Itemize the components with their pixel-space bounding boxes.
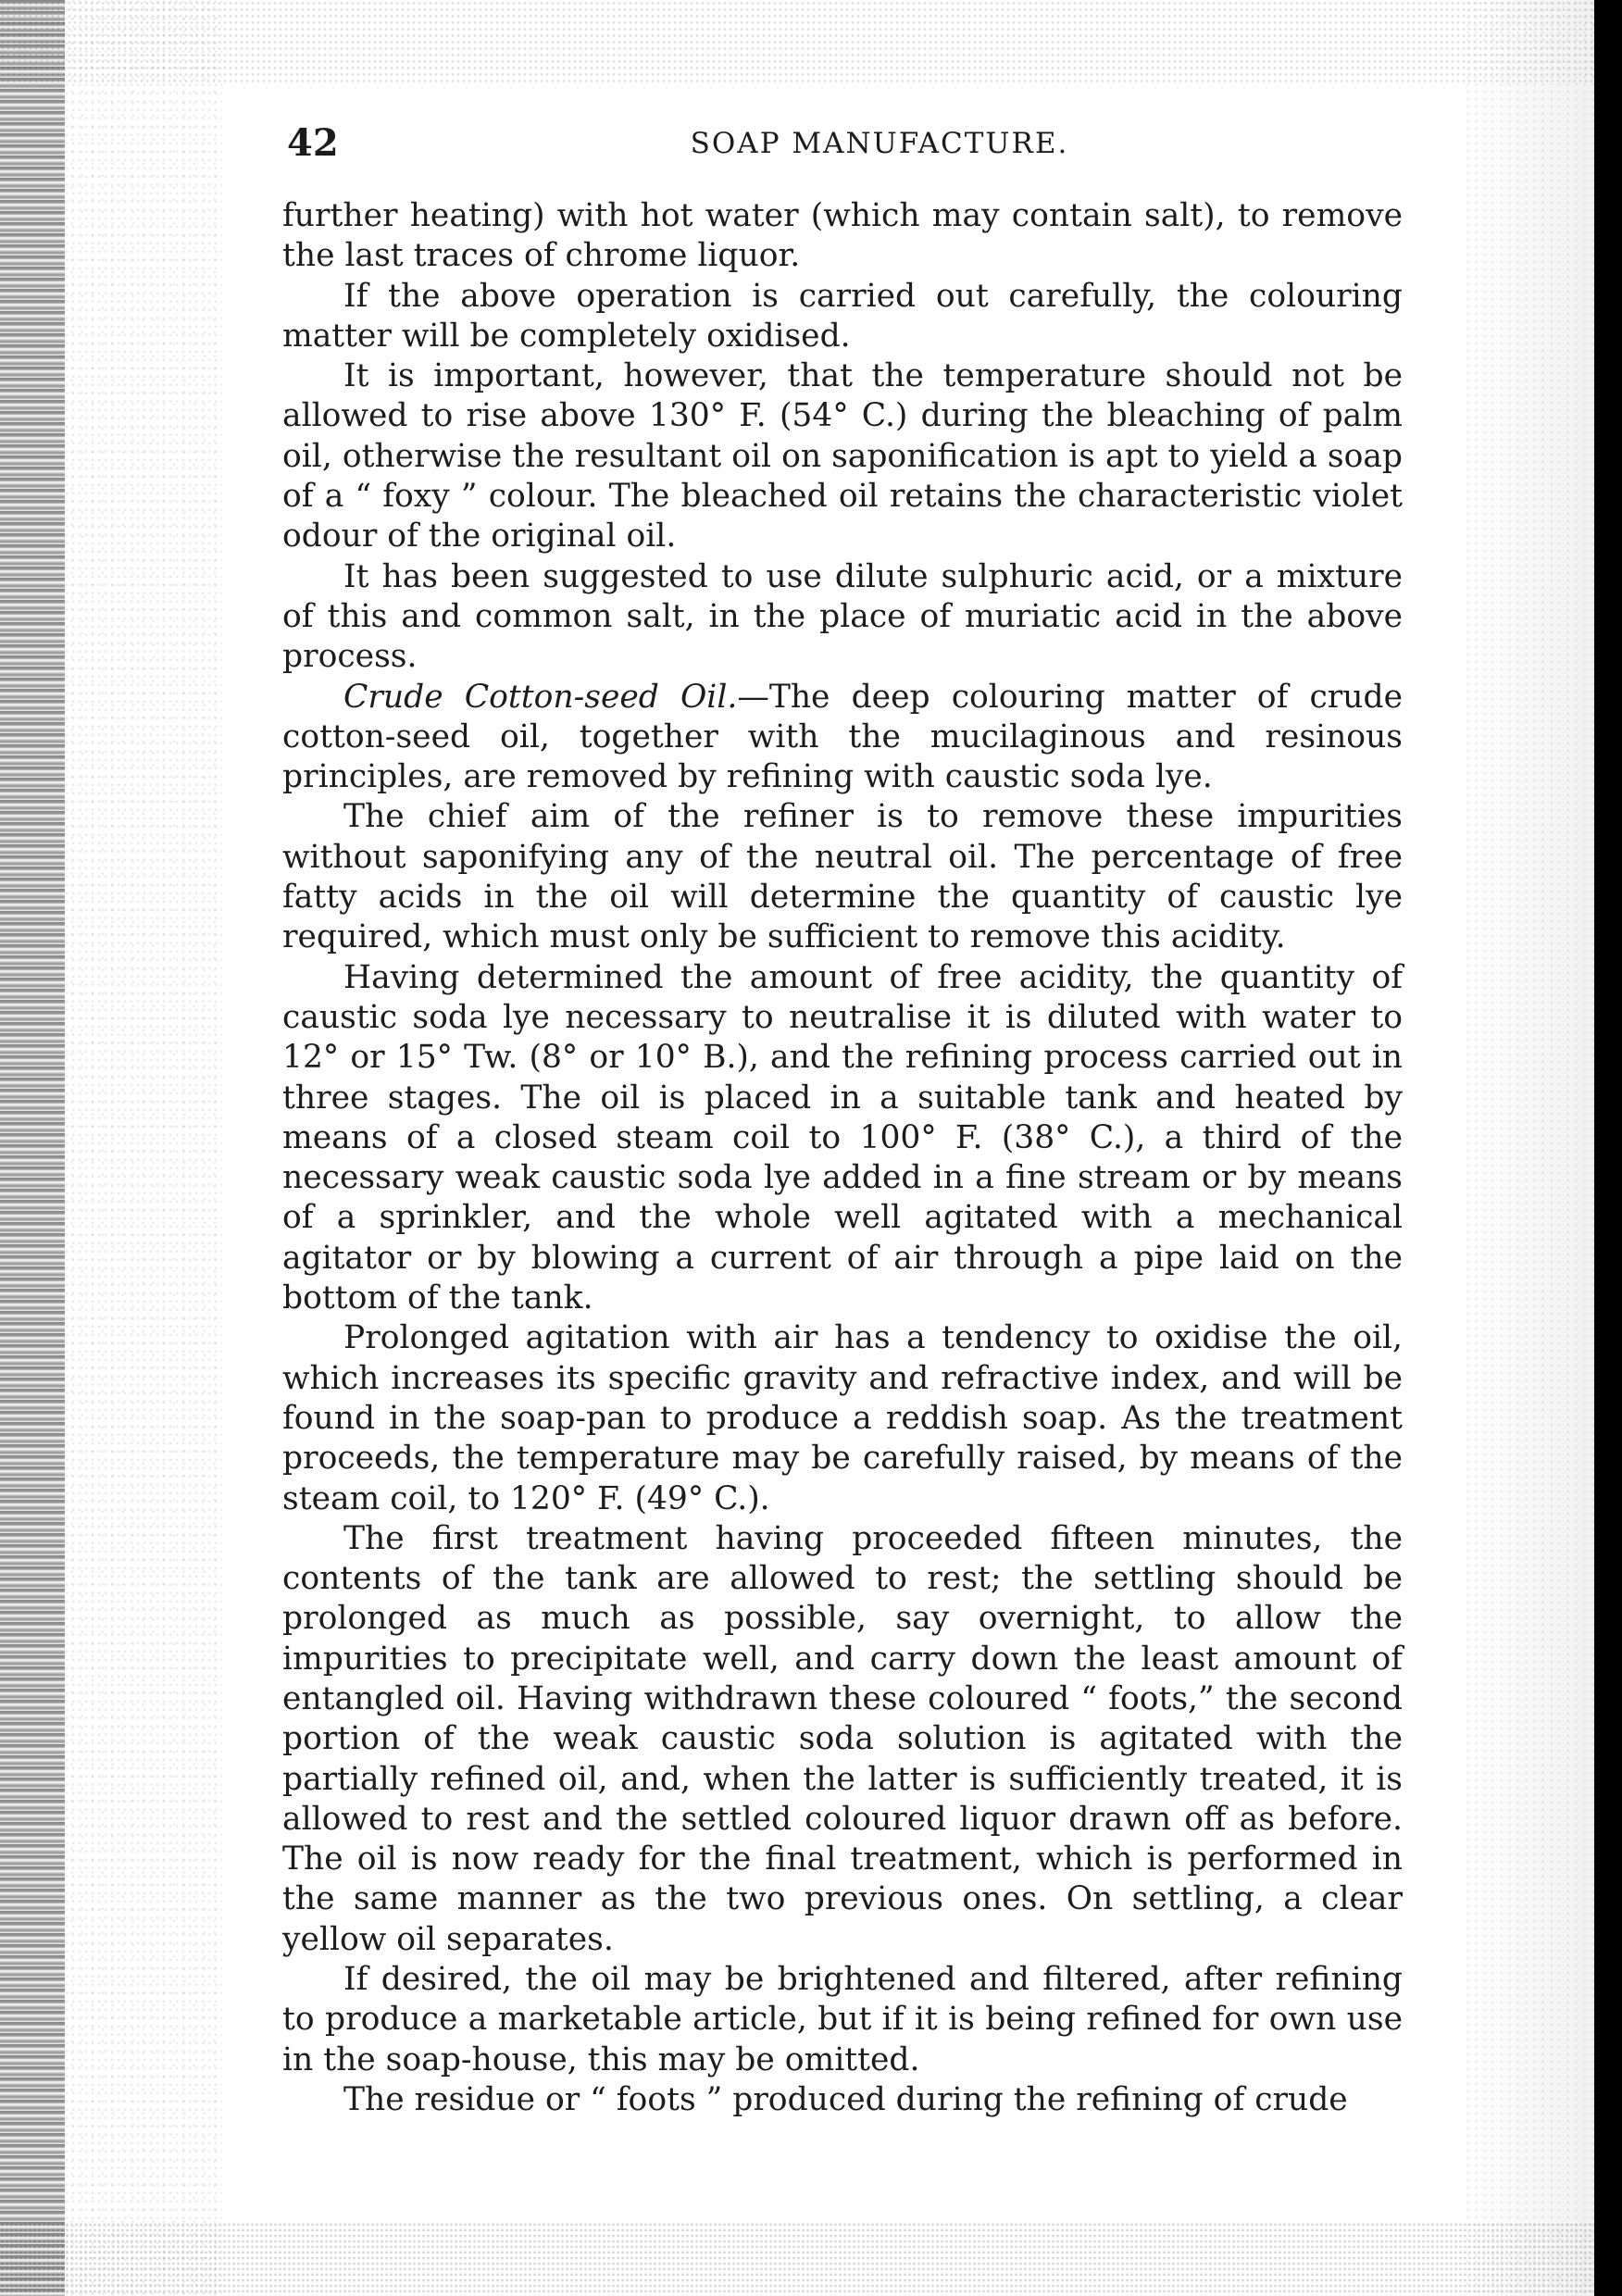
paragraph: further heating) with hot water (which may contain salt), to remove the last traces of chrome liquor. bbox=[282, 197, 1403, 275]
scan-noise-top bbox=[0, 0, 1622, 83]
paragraph-cotton-seed bbox=[282, 678, 1403, 798]
page-number: 42 bbox=[287, 121, 339, 165]
paragraph: Prolonged agitation with air has a tendency to oxidise the oil, which increases its specific gravity and refractive index, and will be found in the soap-pan to produce a reddish soap. As the treatment proceeds, the temperature may be carefully raised, by means of the steam coil, to 120° F. (49° C.). bbox=[282, 1319, 1403, 1517]
paragraph: It has been suggested to use dilute sulphuric acid, or a mixture of this and common salt, in the place of muriatic acid in the above process. bbox=[282, 557, 1403, 676]
paragraph-text: —The deep colouring matter of crude cotton-seed oil, together with the mucilaginous and resinous principles, are removed by refining with caustic soda lye. bbox=[282, 678, 1403, 796]
running-head: SOAP MANUFACTURE. bbox=[690, 127, 1069, 160]
page-body bbox=[282, 196, 1403, 2120]
paragraph: It is important, however, that the temperature should not be allowed to rise above 130° F. (54° C.) during the bleaching of palm oil, otherwise the resultant oil on saponification is apt to yield a soap of a “ foxy ” colour. The bleached oil retains the characteristic violet odour of the original oil. bbox=[282, 357, 1403, 555]
paragraph: The residue or “ foots ” produced during the refining of crude bbox=[343, 2080, 1348, 2118]
paragraph: Having determined the amount of free acidity, the quantity of caustic soda lye necessary to neutralise it is diluted with water to 12° or 15° Tw. (8° or 10° B.), and the refining process carried out in three stages. The oil is placed in a suitable tank and heated by means of a closed steam coil to 100° F. (38° C.), a third of the necessary weak caustic soda lye added in a fine stream or by means of a sprinkler, and the whole well agitated with a mechanical agitator or by blowing a current of air through a pipe laid on the bottom of the tank. bbox=[282, 958, 1403, 1317]
paragraph: The first treatment having proceeded fifteen minutes, the contents of the tank are allowed to rest; the settling should be prolonged as much as possible, say overnight, to allow the impurities to precipitate well, and carry down the least amount of entangled oil. Having withdrawn these coloured “ foots,” the second portion of the weak caustic soda solution is agitated with the partially refined oil, and, when the latter is sufficiently treated, it is allowed to rest and the settled coloured liquor drawn off as before. The oil is now ready for the final treatment, which is performed in the same manner as the two previous ones. On settling, a clear yellow oil separates. bbox=[282, 1519, 1403, 1958]
scan-noise-right bbox=[1465, 0, 1594, 2296]
paragraph: The chief aim of the refiner is to remove these impurities without saponifying any of the neutral oil. The percentage of free fatty acids in the oil will determine the quantity of caustic lye required, which must only be sufficient to remove this acidity. bbox=[282, 798, 1403, 956]
scan-noise-left bbox=[65, 0, 222, 2296]
scan-edge-right bbox=[1594, 0, 1622, 2296]
paragraph: If desired, the oil may be brightened and filtered, after refining to produce a marketable article, but if it is being refined for own use in the soap-house, this may be omitted. bbox=[282, 1961, 1403, 2078]
scan-edge-left bbox=[0, 0, 65, 2296]
scan-noise-bottom bbox=[0, 2222, 1622, 2296]
section-heading: Crude Cotton-seed Oil. bbox=[343, 678, 738, 716]
paragraph: If the above operation is carried out carefully, the colouring matter will be completely oxidised. bbox=[282, 277, 1403, 355]
page-header bbox=[287, 120, 1398, 167]
